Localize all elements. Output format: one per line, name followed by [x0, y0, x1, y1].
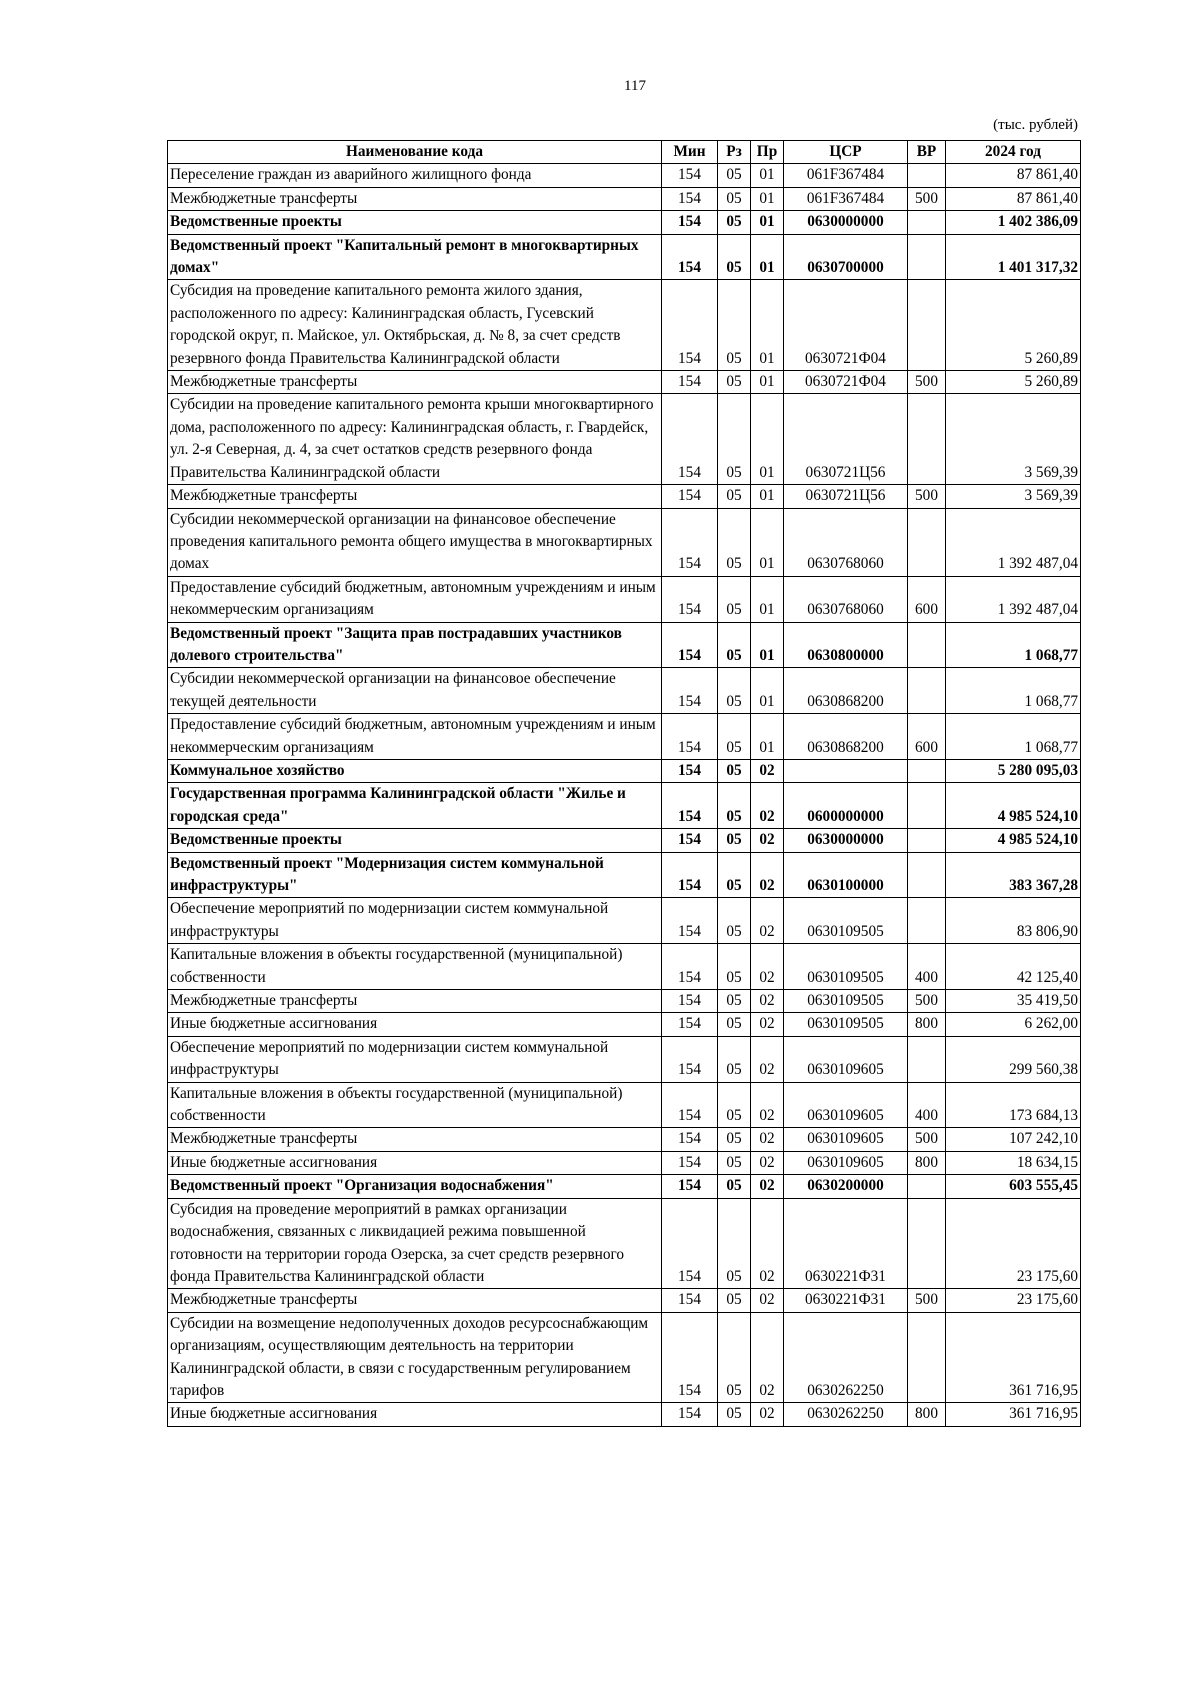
- cell-vr: [908, 164, 946, 187]
- cell-sum: 1 392 487,04: [946, 508, 1081, 576]
- cell-min: 154: [662, 508, 718, 576]
- table-row: [168, 714, 1081, 760]
- cell-csr: 0630000000: [784, 211, 908, 234]
- cell-sum: 18 634,15: [946, 1151, 1081, 1174]
- cell-pr: 02: [751, 759, 784, 782]
- cell-sum: 3 569,39: [946, 485, 1081, 508]
- cell-min: 154: [662, 211, 718, 234]
- cell-vr: [908, 1312, 946, 1403]
- header-min: Мин: [662, 141, 718, 164]
- table-row: [168, 234, 1081, 280]
- header-name: Наименование кода: [168, 141, 662, 164]
- cell-vr: 800: [908, 1403, 946, 1426]
- cell-rz: 05: [718, 485, 751, 508]
- cell-rz: 05: [718, 1403, 751, 1426]
- cell-rz: 05: [718, 371, 751, 394]
- cell-pr: 01: [751, 280, 784, 371]
- cell-sum: 361 716,95: [946, 1312, 1081, 1403]
- cell-min: 154: [662, 1289, 718, 1312]
- cell-min: 154: [662, 898, 718, 944]
- header-pr: Пр: [751, 141, 784, 164]
- cell-name: Ведомственный проект "Защита прав пострадавших участников долевого строительства": [168, 622, 662, 668]
- cell-rz: 05: [718, 576, 751, 622]
- cell-name: Обеспечение мероприятий по модернизации систем коммунальной инфраструктуры: [168, 1036, 662, 1082]
- cell-vr: [908, 280, 946, 371]
- cell-pr: 02: [751, 1013, 784, 1036]
- table-body: [168, 164, 1081, 1426]
- cell-sum: 42 125,40: [946, 944, 1081, 990]
- cell-csr: 0630109605: [784, 1128, 908, 1151]
- cell-min: 154: [662, 714, 718, 760]
- cell-rz: 05: [718, 1198, 751, 1289]
- page-number: 117: [624, 78, 646, 94]
- cell-sum: 1 068,77: [946, 714, 1081, 760]
- cell-min: 154: [662, 394, 718, 485]
- cell-pr: 01: [751, 508, 784, 576]
- cell-min: 154: [662, 1082, 718, 1128]
- table-row: [168, 1289, 1081, 1312]
- cell-name: Межбюджетные трансферты: [168, 371, 662, 394]
- cell-pr: 02: [751, 852, 784, 898]
- cell-rz: 05: [718, 944, 751, 990]
- cell-csr: 0630721Ц56: [784, 394, 908, 485]
- cell-min: 154: [662, 164, 718, 187]
- cell-csr: 061F367484: [784, 187, 908, 210]
- cell-vr: 500: [908, 1289, 946, 1312]
- cell-sum: 23 175,60: [946, 1198, 1081, 1289]
- cell-pr: 02: [751, 1128, 784, 1151]
- cell-csr: 0630768060: [784, 508, 908, 576]
- cell-rz: 05: [718, 668, 751, 714]
- cell-sum: 4 985 524,10: [946, 829, 1081, 852]
- cell-pr: 02: [751, 829, 784, 852]
- cell-rz: 05: [718, 508, 751, 576]
- cell-sum: 87 861,40: [946, 187, 1081, 210]
- cell-pr: 02: [751, 1151, 784, 1174]
- cell-vr: 800: [908, 1151, 946, 1174]
- cell-vr: [908, 1198, 946, 1289]
- cell-pr: 01: [751, 394, 784, 485]
- header-rz: Рз: [718, 141, 751, 164]
- cell-vr: [908, 1036, 946, 1082]
- table-row: [168, 783, 1081, 829]
- cell-min: 154: [662, 1175, 718, 1198]
- table-row: [168, 576, 1081, 622]
- cell-min: 154: [662, 187, 718, 210]
- cell-vr: [908, 852, 946, 898]
- cell-pr: 02: [751, 1198, 784, 1289]
- cell-pr: 02: [751, 1036, 784, 1082]
- cell-name: Предоставление субсидий бюджетным, автономным учреждениям и иным некоммерческим организациям: [168, 714, 662, 760]
- cell-name: Межбюджетные трансферты: [168, 1289, 662, 1312]
- table-row: [168, 485, 1081, 508]
- cell-vr: 400: [908, 1082, 946, 1128]
- cell-csr: 0630262250: [784, 1312, 908, 1403]
- table-row: [168, 622, 1081, 668]
- header-year: 2024 год: [946, 141, 1081, 164]
- cell-csr: 061F367484: [784, 164, 908, 187]
- cell-pr: 02: [751, 1082, 784, 1128]
- cell-name: Переселение граждан из аварийного жилищного фонда: [168, 164, 662, 187]
- cell-name: Субсидии некоммерческой организации на финансовое обеспечение проведения капитального ремонта общего имущества в многоквартирных домах: [168, 508, 662, 576]
- cell-name: Предоставление субсидий бюджетным, автономным учреждениям и иным некоммерческим организациям: [168, 576, 662, 622]
- cell-sum: 5 280 095,03: [946, 759, 1081, 782]
- cell-name: Коммунальное хозяйство: [168, 759, 662, 782]
- cell-sum: 5 260,89: [946, 371, 1081, 394]
- cell-sum: 1 401 317,32: [946, 234, 1081, 280]
- cell-sum: 1 068,77: [946, 622, 1081, 668]
- table-row: [168, 944, 1081, 990]
- cell-name: Ведомственные проекты: [168, 211, 662, 234]
- cell-csr: 0630200000: [784, 1175, 908, 1198]
- cell-min: 154: [662, 234, 718, 280]
- cell-rz: 05: [718, 1312, 751, 1403]
- cell-name: Межбюджетные трансферты: [168, 1128, 662, 1151]
- table-header-row: [168, 141, 1081, 164]
- cell-min: 154: [662, 852, 718, 898]
- cell-vr: 800: [908, 1013, 946, 1036]
- cell-vr: [908, 622, 946, 668]
- cell-name: Иные бюджетные ассигнования: [168, 1151, 662, 1174]
- budget-table: [167, 140, 1081, 1427]
- cell-name: Государственная программа Калининградской области "Жилье и городская среда": [168, 783, 662, 829]
- cell-pr: 01: [751, 371, 784, 394]
- cell-min: 154: [662, 1128, 718, 1151]
- cell-vr: [908, 508, 946, 576]
- cell-vr: 400: [908, 944, 946, 990]
- cell-name: Капитальные вложения в объекты государственной (муниципальной) собственности: [168, 1082, 662, 1128]
- cell-name: Межбюджетные трансферты: [168, 990, 662, 1013]
- cell-pr: 01: [751, 164, 784, 187]
- cell-pr: 01: [751, 622, 784, 668]
- cell-name: Межбюджетные трансферты: [168, 187, 662, 210]
- cell-vr: [908, 234, 946, 280]
- cell-name: Ведомственные проекты: [168, 829, 662, 852]
- table-row: [168, 211, 1081, 234]
- table-row: [168, 164, 1081, 187]
- cell-name: Субсидия на проведение капитального ремонта жилого здания, расположенного по адресу: Калининградская область, Гусевский городской округ, п. Майское, ул. Октябрьская, д. № 8, за счет средств резервного фонда Правительства Калининградской области: [168, 280, 662, 371]
- table-row: [168, 1175, 1081, 1198]
- cell-min: 154: [662, 371, 718, 394]
- cell-vr: 500: [908, 990, 946, 1013]
- cell-name: Капитальные вложения в объекты государственной (муниципальной) собственности: [168, 944, 662, 990]
- cell-rz: 05: [718, 164, 751, 187]
- table-row: [168, 1128, 1081, 1151]
- cell-pr: 01: [751, 668, 784, 714]
- table-row: [168, 1036, 1081, 1082]
- cell-vr: 500: [908, 371, 946, 394]
- cell-min: 154: [662, 1403, 718, 1426]
- table-row: [168, 1151, 1081, 1174]
- cell-vr: 600: [908, 714, 946, 760]
- cell-pr: 02: [751, 1175, 784, 1198]
- cell-vr: [908, 829, 946, 852]
- cell-vr: [908, 1175, 946, 1198]
- cell-rz: 05: [718, 759, 751, 782]
- cell-pr: 02: [751, 1289, 784, 1312]
- cell-min: 154: [662, 485, 718, 508]
- cell-vr: [908, 394, 946, 485]
- cell-pr: 02: [751, 990, 784, 1013]
- cell-vr: 500: [908, 485, 946, 508]
- cell-min: 154: [662, 829, 718, 852]
- cell-name: Иные бюджетные ассигнования: [168, 1403, 662, 1426]
- cell-pr: 01: [751, 714, 784, 760]
- cell-sum: 299 560,38: [946, 1036, 1081, 1082]
- table-row: [168, 852, 1081, 898]
- cell-name: Субсидия на проведение мероприятий в рамках организации водоснабжения, связанных с ликвидацией режима повышенной готовности на территории города Озерска, за счет средств резервного фонда Правительства Калининградской области: [168, 1198, 662, 1289]
- cell-min: 154: [662, 622, 718, 668]
- cell-rz: 05: [718, 280, 751, 371]
- cell-csr: 0630109605: [784, 1036, 908, 1082]
- cell-pr: 02: [751, 1312, 784, 1403]
- cell-vr: 600: [908, 576, 946, 622]
- unit-note: (тыс. рублей): [993, 117, 1078, 133]
- cell-sum: 23 175,60: [946, 1289, 1081, 1312]
- table-row: [168, 508, 1081, 576]
- cell-rz: 05: [718, 187, 751, 210]
- table-row: [168, 990, 1081, 1013]
- cell-csr: 0630700000: [784, 234, 908, 280]
- cell-rz: 05: [718, 1128, 751, 1151]
- cell-name: Ведомственный проект "Организация водоснабжения": [168, 1175, 662, 1198]
- cell-sum: 5 260,89: [946, 280, 1081, 371]
- cell-rz: 05: [718, 1289, 751, 1312]
- cell-vr: [908, 783, 946, 829]
- cell-min: 154: [662, 1013, 718, 1036]
- cell-csr: 0630721Ф04: [784, 280, 908, 371]
- cell-pr: 01: [751, 187, 784, 210]
- table-row: [168, 1013, 1081, 1036]
- cell-sum: 4 985 524,10: [946, 783, 1081, 829]
- cell-csr: 0630800000: [784, 622, 908, 668]
- cell-csr: 0630109505: [784, 898, 908, 944]
- cell-pr: 02: [751, 898, 784, 944]
- table-row: [168, 1403, 1081, 1426]
- cell-csr: 0630721Ф04: [784, 371, 908, 394]
- cell-min: 154: [662, 576, 718, 622]
- cell-sum: 107 242,10: [946, 1128, 1081, 1151]
- cell-rz: 05: [718, 234, 751, 280]
- cell-pr: 02: [751, 783, 784, 829]
- cell-rz: 05: [718, 852, 751, 898]
- cell-vr: [908, 668, 946, 714]
- cell-pr: 01: [751, 211, 784, 234]
- cell-name: Межбюджетные трансферты: [168, 485, 662, 508]
- cell-csr: 0630100000: [784, 852, 908, 898]
- cell-min: 154: [662, 1198, 718, 1289]
- cell-rz: 05: [718, 1013, 751, 1036]
- cell-sum: 6 262,00: [946, 1013, 1081, 1036]
- cell-rz: 05: [718, 1175, 751, 1198]
- table-row: [168, 394, 1081, 485]
- cell-rz: 05: [718, 1082, 751, 1128]
- cell-csr: [784, 759, 908, 782]
- cell-pr: 01: [751, 485, 784, 508]
- cell-sum: 83 806,90: [946, 898, 1081, 944]
- cell-vr: 500: [908, 187, 946, 210]
- cell-sum: 3 569,39: [946, 394, 1081, 485]
- cell-vr: [908, 211, 946, 234]
- table-row: [168, 371, 1081, 394]
- cell-rz: 05: [718, 783, 751, 829]
- cell-name: Субсидии на проведение капитального ремонта крыши многоквартирного дома, расположенного по адресу: Калининградская область, г. Гвардейск, ул. 2-я Северная, д. 4, за счет остатков средств резервного фонда Правительства Калининградской области: [168, 394, 662, 485]
- cell-name: Обеспечение мероприятий по модернизации систем коммунальной инфраструктуры: [168, 898, 662, 944]
- cell-sum: 603 555,45: [946, 1175, 1081, 1198]
- cell-vr: 500: [908, 1128, 946, 1151]
- cell-rz: 05: [718, 1151, 751, 1174]
- cell-min: 154: [662, 783, 718, 829]
- cell-min: 154: [662, 1036, 718, 1082]
- cell-min: 154: [662, 1312, 718, 1403]
- cell-rz: 05: [718, 394, 751, 485]
- cell-sum: 1 392 487,04: [946, 576, 1081, 622]
- cell-sum: 1 068,77: [946, 668, 1081, 714]
- cell-name: Иные бюджетные ассигнования: [168, 1013, 662, 1036]
- table-row: [168, 898, 1081, 944]
- cell-rz: 05: [718, 622, 751, 668]
- cell-min: 154: [662, 990, 718, 1013]
- cell-rz: 05: [718, 829, 751, 852]
- cell-csr: 0600000000: [784, 783, 908, 829]
- cell-csr: 0630221Ф31: [784, 1289, 908, 1312]
- cell-sum: 1 402 386,09: [946, 211, 1081, 234]
- table-row: [168, 668, 1081, 714]
- cell-sum: 361 716,95: [946, 1403, 1081, 1426]
- cell-name: Ведомственный проект "Модернизация систем коммунальной инфраструктуры": [168, 852, 662, 898]
- cell-min: 154: [662, 1151, 718, 1174]
- cell-csr: 0630868200: [784, 668, 908, 714]
- cell-vr: [908, 759, 946, 782]
- cell-rz: 05: [718, 211, 751, 234]
- cell-csr: 0630868200: [784, 714, 908, 760]
- cell-csr: 0630721Ц56: [784, 485, 908, 508]
- table-row: [168, 1198, 1081, 1289]
- cell-sum: 87 861,40: [946, 164, 1081, 187]
- table-row: [168, 759, 1081, 782]
- cell-pr: 02: [751, 1403, 784, 1426]
- cell-rz: 05: [718, 898, 751, 944]
- cell-name: Субсидии на возмещение недополученных доходов ресурсоснабжающим организациям, осуществляющим деятельность на территории Калининградской области, в связи с государственным регулированием тарифов: [168, 1312, 662, 1403]
- cell-csr: 0630109605: [784, 1082, 908, 1128]
- header-vr: ВР: [908, 141, 946, 164]
- cell-pr: 01: [751, 576, 784, 622]
- cell-pr: 02: [751, 944, 784, 990]
- cell-min: 154: [662, 759, 718, 782]
- table-row: [168, 829, 1081, 852]
- cell-rz: 05: [718, 990, 751, 1013]
- cell-name: Ведомственный проект "Капитальный ремонт в многоквартирных домах": [168, 234, 662, 280]
- cell-csr: 0630109505: [784, 944, 908, 990]
- cell-rz: 05: [718, 1036, 751, 1082]
- table-row: [168, 1082, 1081, 1128]
- cell-csr: 0630109605: [784, 1151, 908, 1174]
- cell-name: Субсидии некоммерческой организации на финансовое обеспечение текущей деятельности: [168, 668, 662, 714]
- table-row: [168, 1312, 1081, 1403]
- cell-min: 154: [662, 280, 718, 371]
- cell-min: 154: [662, 944, 718, 990]
- cell-min: 154: [662, 668, 718, 714]
- cell-csr: 0630000000: [784, 829, 908, 852]
- cell-csr: 0630109505: [784, 1013, 908, 1036]
- cell-csr: 0630262250: [784, 1403, 908, 1426]
- cell-csr: 0630221Ф31: [784, 1198, 908, 1289]
- table-row: [168, 187, 1081, 210]
- cell-sum: 173 684,13: [946, 1082, 1081, 1128]
- cell-csr: 0630109505: [784, 990, 908, 1013]
- cell-csr: 0630768060: [784, 576, 908, 622]
- cell-vr: [908, 898, 946, 944]
- table-row: [168, 280, 1081, 371]
- cell-sum: 35 419,50: [946, 990, 1081, 1013]
- cell-pr: 01: [751, 234, 784, 280]
- cell-sum: 383 367,28: [946, 852, 1081, 898]
- cell-rz: 05: [718, 714, 751, 760]
- header-csr: ЦСР: [784, 141, 908, 164]
